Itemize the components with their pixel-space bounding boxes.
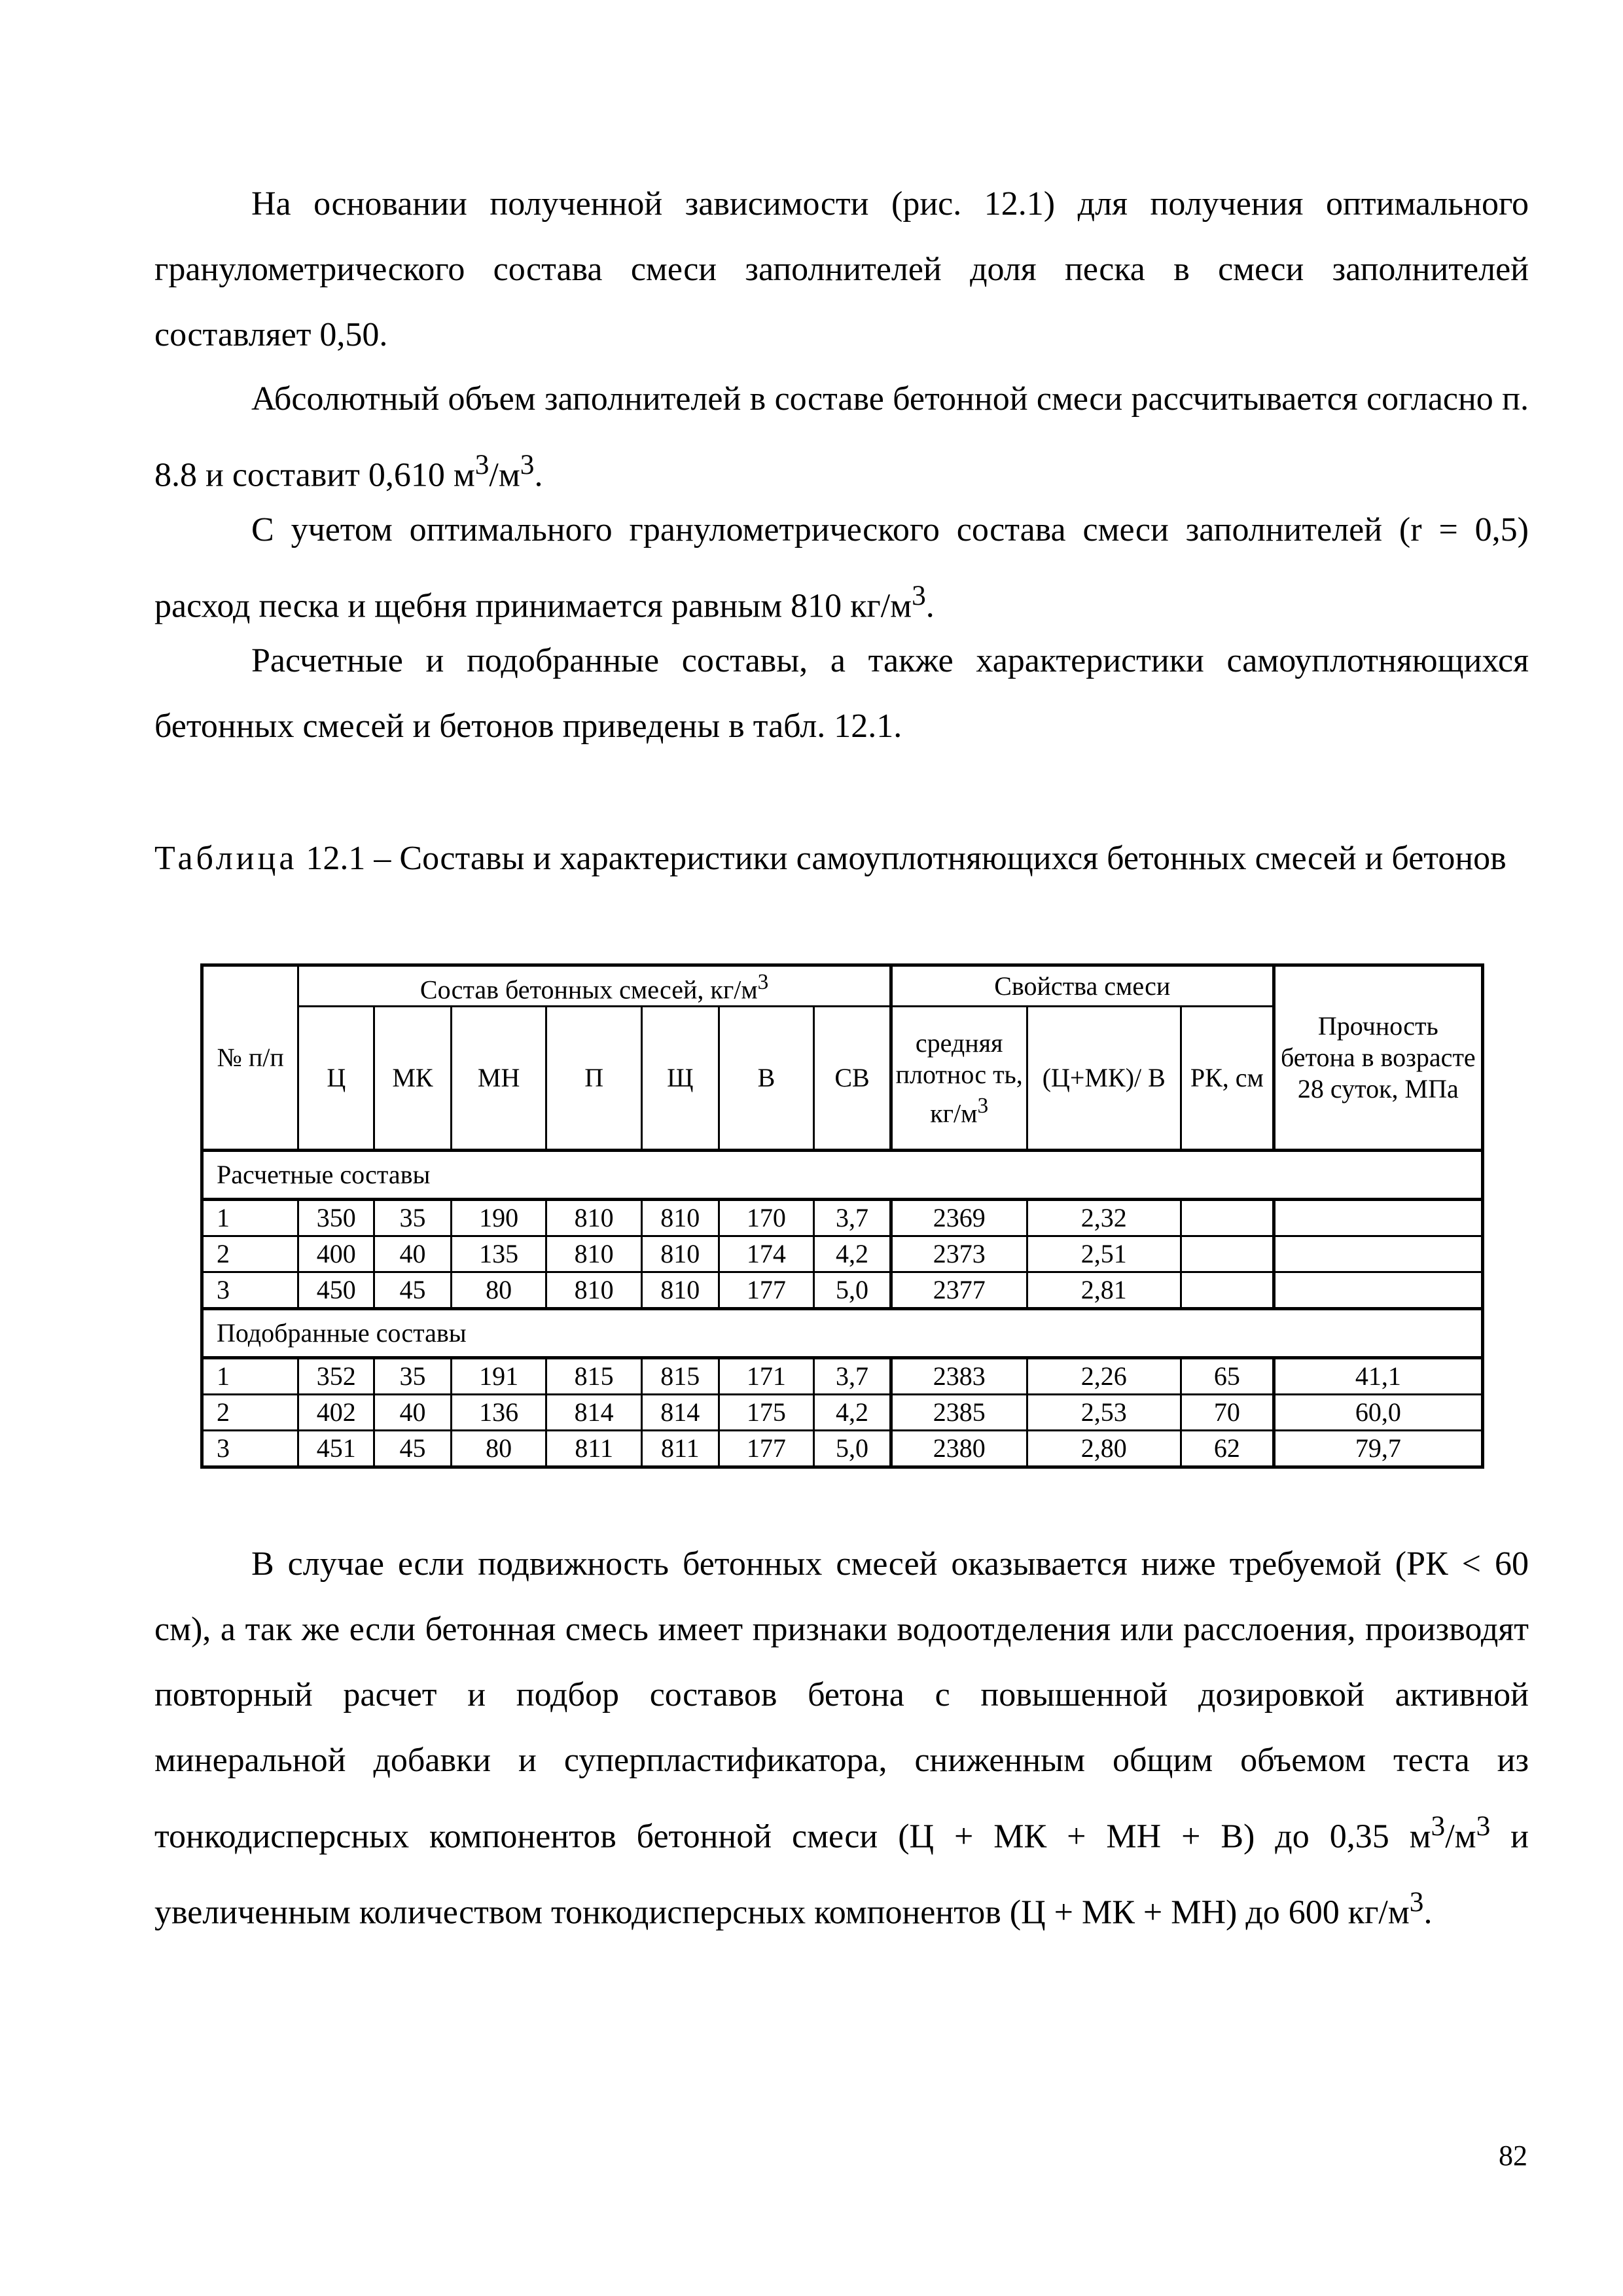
header-v: В bbox=[719, 1007, 814, 1151]
table-cell bbox=[1274, 1272, 1482, 1309]
table-cell: 2369 bbox=[891, 1200, 1027, 1236]
table-cell: 2383 bbox=[891, 1358, 1027, 1395]
table-cell: 352 bbox=[298, 1358, 374, 1395]
table-cell: 177 bbox=[719, 1431, 814, 1467]
table-cell: 174 bbox=[719, 1236, 814, 1272]
table-row bbox=[202, 1236, 1483, 1272]
table-cell: 45 bbox=[374, 1272, 452, 1309]
table-cell: 2,53 bbox=[1027, 1395, 1181, 1431]
paragraph-5: В случае если подвижность бетонных смесей оказывается ниже требуемой (РК < 60 см), а так же если бетонная смесь имеет признаки водоотделения или расслоения, производят повторный расчет и подбор составов бетона с повышенной дозировкой активной минеральной добавки и суперпластификатора, сниженным общим объемом теста из тонкодисперсных компонентов бетонной смеси (Ц + МК + МН + В) до 0,35 $м^3/м^3$ и увеличенным количеством тонкодисперсных компонентов (Ц + МК + МН) до 600 $кг/м^3$. bbox=[154, 1545, 1529, 1931]
header-sv: СВ bbox=[814, 1007, 891, 1151]
table-cell: 171 bbox=[719, 1358, 814, 1395]
table-cell: 41,1 bbox=[1274, 1358, 1482, 1395]
paragraph-3: С учетом оптимального гранулометрического состава смеси заполнителей (r = 0,5) расход песка и щебня принимается равным 810 $кг/м^3$. bbox=[154, 511, 1529, 625]
table-cell: 815 bbox=[546, 1358, 642, 1395]
table-cell: 815 bbox=[641, 1358, 719, 1395]
table-cell: 1 bbox=[202, 1200, 298, 1236]
table-cell: 135 bbox=[451, 1236, 546, 1272]
header-p: П bbox=[546, 1007, 642, 1151]
table-cell: 2377 bbox=[891, 1272, 1027, 1309]
table-cell: 2 bbox=[202, 1395, 298, 1431]
table-cell: 811 bbox=[546, 1431, 642, 1467]
section-selected: Подобранные составы bbox=[202, 1309, 1483, 1358]
composition-table bbox=[200, 963, 1484, 1469]
table-caption-label: Таблица bbox=[154, 840, 298, 877]
table-cell: 4,2 bbox=[814, 1395, 891, 1431]
table-row bbox=[202, 1358, 1483, 1395]
table-cell: 3,7 bbox=[814, 1358, 891, 1395]
table-row bbox=[202, 1272, 1483, 1309]
table-cell: 79,7 bbox=[1274, 1431, 1482, 1467]
paragraph-4: Расчетные и подобранные составы, а также характеристики самоуплотняющихся бетонных смесей и бетонов приведены в табл. 12.1. bbox=[154, 642, 1529, 745]
table-cell: 2373 bbox=[891, 1236, 1027, 1272]
table-cell: 2,32 bbox=[1027, 1200, 1181, 1236]
table-cell: 2,81 bbox=[1027, 1272, 1181, 1309]
header-c: Ц bbox=[298, 1007, 374, 1151]
table-cell: 40 bbox=[374, 1236, 452, 1272]
header-ratio: (Ц+МК)/ В bbox=[1027, 1007, 1181, 1151]
table-cell: 60,0 bbox=[1274, 1395, 1482, 1431]
table-row bbox=[202, 1395, 1483, 1431]
header-properties: Свойства смеси bbox=[891, 965, 1274, 1007]
table-cell bbox=[1274, 1200, 1482, 1236]
table-cell: 2380 bbox=[891, 1431, 1027, 1467]
table-cell: 810 bbox=[641, 1200, 719, 1236]
section-calculated: Расчетные составы bbox=[202, 1151, 1483, 1200]
table-cell: 45 bbox=[374, 1431, 452, 1467]
table-cell: 450 bbox=[298, 1272, 374, 1309]
table-cell: 2,51 bbox=[1027, 1236, 1181, 1272]
header-composition: Состав бетонных смесей, $кг/м^3$ bbox=[298, 965, 891, 1007]
table-caption bbox=[154, 826, 1529, 891]
table-cell: 80 bbox=[451, 1272, 546, 1309]
table-cell: 40 bbox=[374, 1395, 452, 1431]
table-cell: 5,0 bbox=[814, 1272, 891, 1309]
table-cell: 175 bbox=[719, 1395, 814, 1431]
table-cell: 170 bbox=[719, 1200, 814, 1236]
table-cell: 35 bbox=[374, 1200, 452, 1236]
table-row bbox=[202, 1431, 1483, 1467]
paragraph-2: Абсолютный объем заполнителей в составе бетонной смеси рассчитывается согласно п. 8.8 и составит 0,610 $м^3/м^3$. bbox=[154, 380, 1529, 494]
table-cell: 136 bbox=[451, 1395, 546, 1431]
header-sch: Щ bbox=[641, 1007, 719, 1151]
table-cell: 810 bbox=[546, 1236, 642, 1272]
header-num: № п/п bbox=[202, 965, 298, 1151]
table-cell: 2,80 bbox=[1027, 1431, 1181, 1467]
table-caption-text: 12.1 – Составы и характеристики самоуплотняющихся бетонных смесей и бетонов bbox=[297, 840, 1507, 877]
table-cell: 2 bbox=[202, 1236, 298, 1272]
table-cell bbox=[1181, 1272, 1274, 1309]
page-number: 82 bbox=[1499, 2140, 1527, 2172]
table-cell: 402 bbox=[298, 1395, 374, 1431]
table-cell: 451 bbox=[298, 1431, 374, 1467]
table-cell: 811 bbox=[641, 1431, 719, 1467]
table-cell: 3 bbox=[202, 1431, 298, 1467]
table-cell: 177 bbox=[719, 1272, 814, 1309]
table-cell: 814 bbox=[546, 1395, 642, 1431]
table-row bbox=[202, 1200, 1483, 1236]
table-cell: 190 bbox=[451, 1200, 546, 1236]
table-cell: 3,7 bbox=[814, 1200, 891, 1236]
table-cell bbox=[1181, 1236, 1274, 1272]
table-cell: 4,2 bbox=[814, 1236, 891, 1272]
header-density: средняя плотнос ть, $кг/м^3$ bbox=[891, 1007, 1027, 1151]
header-mk: МК bbox=[374, 1007, 452, 1151]
table-cell: 65 bbox=[1181, 1358, 1274, 1395]
header-rk: РК, см bbox=[1181, 1007, 1274, 1151]
table-cell: 400 bbox=[298, 1236, 374, 1272]
table-cell bbox=[1274, 1236, 1482, 1272]
table-cell: 191 bbox=[451, 1358, 546, 1395]
table-cell bbox=[1181, 1200, 1274, 1236]
paragraph-1: На основании полученной зависимости (рис. 12.1) для получения оптимального гранулометрического состава смеси заполнителей доля песка в смеси заполнителей составляет 0,50. bbox=[154, 185, 1529, 353]
table-cell: 814 bbox=[641, 1395, 719, 1431]
table-cell: 1 bbox=[202, 1358, 298, 1395]
table-cell: 810 bbox=[546, 1272, 642, 1309]
table-cell: 810 bbox=[641, 1272, 719, 1309]
table-cell: 62 bbox=[1181, 1431, 1274, 1467]
table-cell: 350 bbox=[298, 1200, 374, 1236]
table-cell: 5,0 bbox=[814, 1431, 891, 1467]
header-strength: Прочность бетона в возрасте 28 суток, МПа bbox=[1274, 965, 1482, 1151]
table-cell: 2,26 bbox=[1027, 1358, 1181, 1395]
table-cell: 2385 bbox=[891, 1395, 1027, 1431]
table-cell: 35 bbox=[374, 1358, 452, 1395]
table-cell: 3 bbox=[202, 1272, 298, 1309]
table-cell: 80 bbox=[451, 1431, 546, 1467]
table-cell: 810 bbox=[546, 1200, 642, 1236]
header-mn: МН bbox=[451, 1007, 546, 1151]
table-cell: 810 bbox=[641, 1236, 719, 1272]
table-cell: 70 bbox=[1181, 1395, 1274, 1431]
